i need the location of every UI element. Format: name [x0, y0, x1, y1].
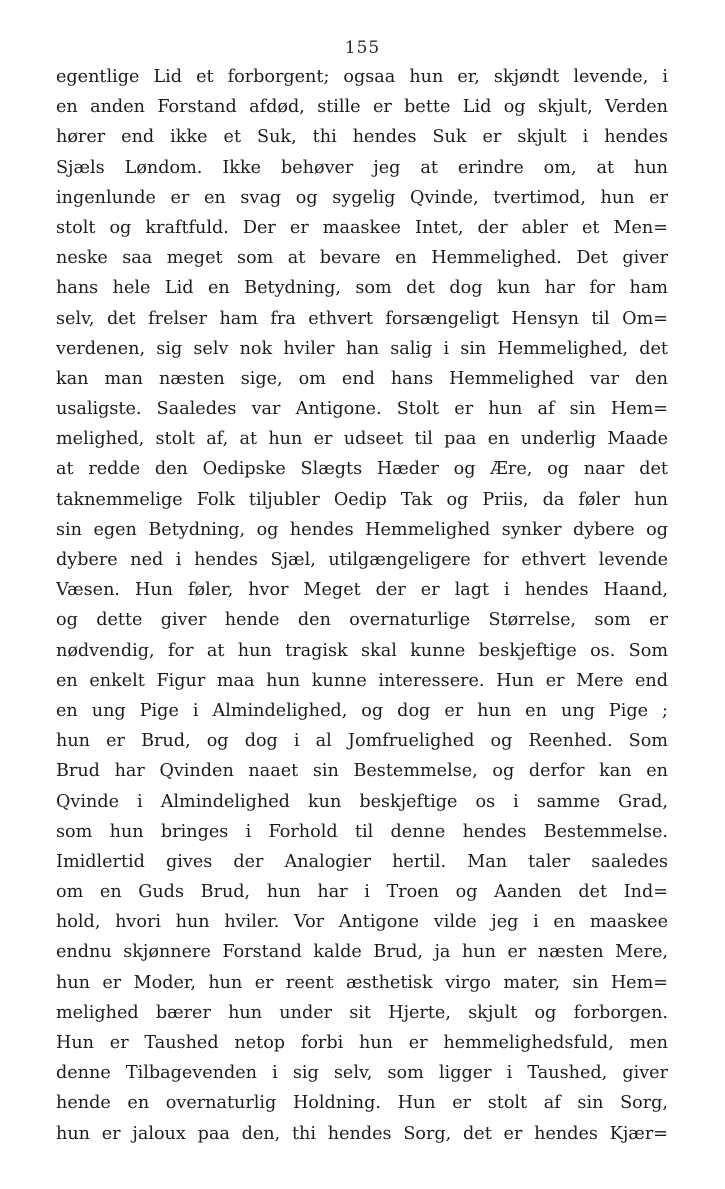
text-line: en enkelt Figur maa hun kunne interessere. Hun er Mere end — [56, 670, 668, 691]
text-line: selv, det frelser ham fra ethvert forsængeligt Hensyn til Om= — [56, 308, 668, 329]
text-line: egentlige Lid et forborgent; ogsaa hun er, skjøndt levende, i — [56, 67, 668, 87]
text-line: hans hele Lid en Betydning, som det dog kun har for ham — [56, 278, 668, 299]
text-line: Brud har Qvinden naaet sin Bestemmelse, og derfor kan en — [56, 761, 668, 782]
text-line: usaligste. Saaledes var Antigone. Stolt er hun af sin Hem= — [56, 399, 668, 420]
text-line: Væsen. Hun føler, hvor Meget der er lagt i hendes Haand, — [56, 580, 668, 601]
text-line: som hun bringes i Forhold til denne hendes Bestemmelse. — [56, 821, 668, 842]
text-line: Hun er Taushed netop forbi hun er hemmelighedsfuld, men — [56, 1033, 668, 1053]
text-line: denne Tilbagevenden i sig selv, som ligger i Taushed, giver — [56, 1063, 668, 1084]
text-line: og dette giver hende den overnaturlige Størrelse, som er — [56, 610, 668, 631]
text-line: hende en overnaturlig Holdning. Hun er stolt af sin Sorg, — [56, 1093, 668, 1114]
text-line: at redde den Oedipske Slægts Hæder og Ære, og naar det — [56, 459, 668, 480]
text-line: Qvinde i Almindelighed kun beskjeftige os i samme Grad, — [56, 791, 668, 812]
text-line: neske saa meget som at bevare en Hemmelighed. Det giver — [56, 248, 668, 269]
text-line: sin egen Betydning, og hendes Hemmelighed synker dybere og — [56, 519, 668, 540]
text-line: hun er jaloux paa den, thi hendes Sorg, det er hendes Kjær= — [56, 1123, 668, 1144]
text-line: hører end ikke et Suk, thi hendes Suk er skjult i hendes — [56, 127, 668, 148]
text-line: ingenlunde er en svag og sygelig Qvinde, tvertimod, hun er — [56, 187, 668, 208]
text-line: melighed, stolt af, at hun er udseet til paa en underlig Maade — [56, 429, 668, 450]
text-line: en anden Forstand afdød, stille er bette Lid og skjult, Verden — [56, 97, 668, 118]
text-line: om en Guds Brud, hun har i Troen og Aanden det Ind= — [56, 882, 668, 903]
text-line: hun er Moder, hun er reent æsthetisk virgo mater, sin Hem= — [56, 972, 668, 993]
text-line: endnu skjønnere Forstand kalde Brud, ja hun er næsten Mere, — [56, 942, 668, 963]
text-line: Imidlertid gives der Analogier hertil. Man taler saaledes — [56, 851, 668, 872]
text-line: verdenen, sig selv nok hviler han salig i sin Hemmelighed, det — [56, 338, 668, 359]
page-number: 155 — [344, 38, 381, 58]
text-line: dybere ned i hendes Sjæl, utilgængeligere for ethvert levende — [56, 550, 668, 570]
body-text — [56, 62, 668, 1149]
text-line: en ung Pige i Almindelighed, og dog er hun en ung Pige ; — [56, 700, 668, 721]
text-line: Sjæls Løndom. Ikke behøver jeg at erindre om, at hun — [56, 157, 668, 178]
text-line: nødvendig, for at hun tragisk skal kunne beskjeftige os. Som — [56, 640, 668, 661]
text-line: melighed bærer hun under sit Hjerte, skjult og forborgen. — [56, 1002, 668, 1023]
text-line: taknemmelige Folk tiljubler Oedip Tak og Priis, da føler hun — [56, 489, 668, 510]
text-line: stolt og kraftfuld. Der er maaskee Intet, der abler et Men= — [56, 217, 668, 238]
text-line: hold, hvori hun hviler. Vor Antigone vilde jeg i en maaskee — [56, 912, 668, 933]
text-line: hun er Brud, og dog i al Jomfruelighed og Reenhed. Som — [56, 731, 668, 752]
text-line: kan man næsten sige, om end hans Hemmelighed var den — [56, 368, 668, 389]
